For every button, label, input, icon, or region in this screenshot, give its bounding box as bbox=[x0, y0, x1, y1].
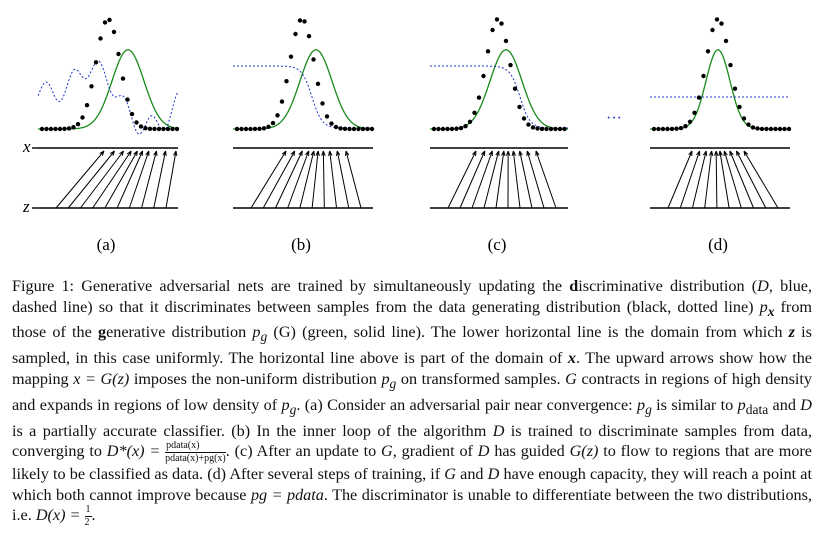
caption-text: , gradient of bbox=[392, 442, 478, 461]
data-distribution-dot bbox=[143, 126, 147, 130]
data-distribution-dot bbox=[134, 120, 138, 124]
data-distribution-dot bbox=[692, 111, 696, 115]
data-distribution-dot bbox=[751, 125, 755, 129]
data-distribution-dot bbox=[329, 121, 333, 125]
data-distribution-dot bbox=[80, 115, 84, 119]
data-distribution-dot bbox=[334, 125, 338, 129]
gan-training-figure bbox=[0, 0, 824, 260]
data-distribution-dot bbox=[513, 87, 517, 91]
math-z: z bbox=[788, 323, 795, 342]
data-distribution-dot bbox=[235, 127, 239, 131]
panel-a bbox=[38, 18, 179, 254]
caption-text: enerative distribution bbox=[106, 323, 253, 342]
mapping-arrow bbox=[56, 151, 104, 208]
caption-text: . The upward arrows show how the mapping bbox=[12, 349, 812, 388]
data-distribution-dot bbox=[316, 82, 320, 86]
data-distribution-dot bbox=[531, 125, 535, 129]
data-distribution-dot bbox=[103, 20, 107, 24]
discriminator-curve bbox=[38, 61, 178, 134]
caption-text: is a partially accurate classifier. (b) In the inner loop of the algorithm bbox=[12, 421, 493, 440]
data-distribution-dot bbox=[472, 111, 476, 115]
mapping-arrow bbox=[300, 151, 315, 208]
data-distribution-dot bbox=[719, 21, 723, 25]
math-p: p bbox=[737, 395, 746, 414]
caption-bold-g: g bbox=[97, 323, 107, 342]
data-distribution-dot bbox=[262, 126, 266, 130]
data-distribution-dot bbox=[365, 127, 369, 131]
math-sub-g: g bbox=[289, 401, 297, 417]
data-distribution-dot bbox=[495, 17, 499, 21]
data-distribution-dot bbox=[44, 127, 48, 131]
data-distribution-dot bbox=[778, 127, 782, 131]
mapping-arrow bbox=[322, 151, 325, 208]
data-distribution-dot bbox=[311, 57, 315, 61]
data-distribution-dot bbox=[148, 127, 152, 131]
data-distribution-dot bbox=[89, 84, 93, 88]
data-distribution-dot bbox=[436, 127, 440, 131]
data-distribution-dot bbox=[769, 127, 773, 131]
mapping-arrow bbox=[668, 151, 692, 208]
math-sub-g: g bbox=[260, 329, 268, 345]
mapping-arrow bbox=[312, 151, 319, 208]
mapping-arrow bbox=[448, 151, 476, 208]
data-distribution-dot bbox=[661, 127, 665, 131]
math-sub-x: x bbox=[767, 303, 775, 319]
mapping-arrow bbox=[336, 151, 348, 208]
data-distribution-dot bbox=[320, 101, 324, 105]
data-distribution-dot bbox=[746, 122, 750, 126]
data-distribution-dot bbox=[244, 127, 248, 131]
math-p: p bbox=[636, 395, 646, 414]
axis-x-label: x bbox=[23, 137, 31, 156]
caption-text: iscriminative distribution ( bbox=[578, 277, 758, 295]
data-distribution-dot bbox=[125, 97, 129, 101]
data-distribution-dot bbox=[275, 113, 279, 117]
data-distribution-dot bbox=[343, 127, 347, 131]
caption-text: has guided bbox=[489, 442, 570, 461]
math-D: D bbox=[492, 421, 505, 440]
data-distribution-dot bbox=[701, 74, 705, 78]
math-mapping: x = G(z) bbox=[73, 369, 130, 388]
mapping-arrow bbox=[93, 151, 132, 208]
data-distribution-dot bbox=[522, 116, 526, 120]
mapping-arrow bbox=[472, 151, 492, 208]
data-distribution-dot bbox=[710, 28, 714, 32]
data-distribution-dot bbox=[665, 127, 669, 131]
data-distribution-dot bbox=[782, 127, 786, 131]
math-dstar: D*(x) = bbox=[106, 442, 161, 461]
data-distribution-dot bbox=[253, 127, 257, 131]
caption-text: imposes the non-uniform distribution bbox=[129, 369, 382, 388]
data-distribution-dot bbox=[152, 127, 156, 131]
data-distribution-dot bbox=[361, 127, 365, 131]
data-distribution-dot bbox=[130, 112, 134, 116]
mapping-arrow bbox=[719, 151, 729, 208]
math-D: D bbox=[757, 277, 769, 295]
half-numerator: 1 bbox=[85, 504, 91, 516]
caption-bold-d: d bbox=[569, 277, 579, 295]
data-distribution-dot bbox=[674, 127, 678, 131]
data-distribution-dot bbox=[760, 127, 764, 131]
math-p: p bbox=[252, 323, 261, 342]
data-distribution-dot bbox=[486, 49, 490, 53]
data-distribution-dot bbox=[307, 34, 311, 38]
math-final: D(x) = bbox=[35, 506, 85, 525]
data-distribution-dot bbox=[715, 17, 719, 21]
generator-distribution bbox=[650, 50, 790, 129]
data-distribution-dot bbox=[432, 127, 436, 131]
data-distribution-dot bbox=[157, 127, 161, 131]
panel-c bbox=[430, 17, 568, 254]
fraction-numerator: pdata(x) bbox=[165, 441, 226, 453]
data-distribution-dot bbox=[293, 32, 297, 36]
data-distribution-dot bbox=[356, 127, 360, 131]
panel-ellipsis: ··· bbox=[606, 110, 622, 127]
half-denominator: 2 bbox=[84, 517, 90, 529]
caption-text: contracts in regions of high density and expands in regions of low density of bbox=[12, 369, 812, 414]
caption-text: have enough capacity, they will reach a point at which both cannot improve because bbox=[12, 465, 812, 504]
math-p: p bbox=[759, 297, 768, 316]
mapping-arrow bbox=[346, 151, 361, 208]
caption-text: and bbox=[456, 465, 488, 484]
data-distribution-dot bbox=[450, 127, 454, 131]
data-distribution-dot bbox=[562, 127, 566, 131]
math-sub-g: g bbox=[645, 401, 652, 417]
data-distribution-dot bbox=[764, 127, 768, 131]
panel-d bbox=[650, 17, 791, 254]
math-half bbox=[85, 505, 92, 528]
data-distribution-dot bbox=[116, 52, 120, 56]
data-distribution-dot bbox=[76, 122, 80, 126]
math-D: D bbox=[477, 442, 490, 461]
data-distribution-dot bbox=[724, 39, 728, 43]
caption-text: is similar to bbox=[651, 395, 738, 414]
data-distribution-dot bbox=[553, 127, 557, 131]
panel-label-c: (c) bbox=[487, 235, 507, 254]
data-distribution-dot bbox=[755, 126, 759, 130]
data-distribution-dot bbox=[508, 63, 512, 67]
mapping-arrow bbox=[506, 151, 509, 208]
caption-text: is trained to discriminate samples from data, converging to bbox=[12, 421, 812, 461]
data-distribution-dot bbox=[266, 125, 270, 129]
data-distribution-dot bbox=[67, 126, 71, 130]
data-distribution-dot bbox=[271, 121, 275, 125]
mapping-arrow bbox=[68, 151, 114, 208]
generator-distribution bbox=[430, 50, 568, 129]
caption-text: on transformed samples. bbox=[396, 369, 566, 388]
caption-text: . The discriminator is unable to differentiate between the two distributions, i.e. bbox=[12, 485, 812, 525]
axis-z-label: z bbox=[23, 197, 30, 216]
mapping-arrow bbox=[460, 151, 485, 208]
data-distribution-dot bbox=[670, 127, 674, 131]
data-distribution-dot bbox=[370, 127, 374, 131]
data-distribution-dot bbox=[517, 105, 521, 109]
panel-label-b: (b) bbox=[291, 235, 311, 254]
data-distribution-dot bbox=[98, 36, 102, 40]
data-distribution-dot bbox=[459, 126, 463, 130]
panel-label-d: (d) bbox=[708, 235, 728, 254]
data-distribution-dot bbox=[441, 127, 445, 131]
caption-label: Figure 1: bbox=[12, 277, 75, 295]
mapping-arrow bbox=[80, 151, 123, 208]
data-distribution-dot bbox=[112, 30, 116, 34]
data-distribution-dot bbox=[49, 127, 53, 131]
data-distribution-dot bbox=[558, 127, 562, 131]
panel-label-a: (a) bbox=[96, 235, 116, 254]
data-distribution-dot bbox=[656, 127, 660, 131]
data-distribution-dot bbox=[490, 28, 494, 32]
data-distribution-dot bbox=[544, 127, 548, 131]
data-distribution-dot bbox=[742, 116, 746, 120]
mapping-arrow bbox=[730, 151, 754, 208]
mapping-arrow bbox=[329, 151, 337, 208]
data-distribution-dot bbox=[347, 127, 351, 131]
data-distribution-dot bbox=[302, 19, 306, 23]
data-distribution-dot bbox=[454, 127, 458, 131]
panel-b bbox=[233, 18, 374, 254]
mapping-arrow bbox=[680, 151, 699, 208]
data-distribution-dot bbox=[468, 120, 472, 124]
figure-panels bbox=[32, 17, 791, 254]
data-distribution-dot bbox=[107, 18, 111, 22]
data-distribution-dot bbox=[481, 74, 485, 78]
caption-text: . bbox=[91, 506, 96, 525]
data-distribution-dot bbox=[85, 103, 89, 107]
math-G: G bbox=[381, 442, 393, 461]
mapping-arrow bbox=[705, 151, 713, 208]
caption-text: . (a) Consider an adversarial pair near convergence: bbox=[296, 395, 637, 414]
mapping-arrow bbox=[512, 151, 520, 208]
data-distribution-dot bbox=[298, 18, 302, 22]
caption-text: from those of the bbox=[12, 297, 813, 342]
figure-caption bbox=[12, 276, 812, 528]
data-distribution-dot bbox=[463, 124, 467, 128]
math-p: p bbox=[281, 395, 290, 414]
mapping-arrow bbox=[724, 151, 741, 208]
data-distribution-dot bbox=[239, 127, 243, 131]
math-fraction bbox=[165, 441, 226, 464]
data-distribution-dot bbox=[121, 76, 125, 80]
mapping-arrow bbox=[527, 151, 544, 208]
caption-text: to flow to regions that are more likely to be classified as data. (d) After several steps of training, if bbox=[12, 442, 812, 484]
data-distribution-dot bbox=[175, 127, 179, 131]
data-distribution-dot bbox=[170, 127, 174, 131]
generator-distribution bbox=[38, 50, 178, 129]
data-distribution-dot bbox=[688, 120, 692, 124]
data-distribution-dot bbox=[284, 79, 288, 83]
data-distribution-dot bbox=[71, 125, 75, 129]
math-D: D bbox=[800, 395, 812, 414]
discriminator-curve bbox=[233, 66, 373, 128]
math-sub-g: g bbox=[389, 376, 397, 392]
math-x: x bbox=[567, 349, 576, 368]
data-distribution-dot bbox=[139, 124, 143, 128]
data-distribution-dot bbox=[352, 127, 356, 131]
caption-text: Generative adversarial nets are trained by simultaneously updating the bbox=[81, 277, 570, 295]
mapping-arrow bbox=[692, 151, 706, 208]
data-distribution-dot bbox=[58, 127, 62, 131]
data-distribution-dot bbox=[549, 127, 553, 131]
data-distribution-dot bbox=[257, 127, 261, 131]
caption-text: is sampled, in this case uniformly. The horizontal line above is part of the domain of bbox=[12, 323, 812, 368]
data-distribution-dot bbox=[526, 122, 530, 126]
data-distribution-dot bbox=[40, 127, 44, 131]
data-distribution-dot bbox=[540, 127, 544, 131]
data-distribution-dot bbox=[166, 127, 170, 131]
data-distribution-dot bbox=[504, 39, 508, 43]
data-distribution-dot bbox=[535, 126, 539, 130]
data-distribution-dot bbox=[737, 105, 741, 109]
data-distribution-dot bbox=[499, 21, 503, 25]
data-distribution-dot bbox=[679, 126, 683, 130]
data-distribution-dot bbox=[728, 63, 732, 67]
data-distribution-dot bbox=[773, 127, 777, 131]
data-distribution-dot bbox=[706, 49, 710, 53]
mapping-arrow bbox=[154, 151, 166, 208]
data-distribution-dot bbox=[289, 55, 293, 59]
caption-text: . (c) After an update to bbox=[225, 442, 382, 461]
mapping-arrow bbox=[166, 151, 177, 208]
caption-text: (G) (green, solid line). The lower horizontal line is the domain from which bbox=[267, 323, 789, 342]
data-distribution-dot bbox=[94, 60, 98, 64]
data-distribution-dot bbox=[280, 99, 284, 103]
discriminator-curve bbox=[430, 66, 568, 128]
data-distribution-dot bbox=[683, 124, 687, 128]
math-p: p bbox=[381, 369, 390, 388]
caption-text: and bbox=[768, 395, 801, 414]
math-G: G bbox=[444, 465, 456, 484]
mapping-arrow bbox=[714, 151, 717, 208]
data-distribution-dot bbox=[697, 95, 701, 99]
data-distribution-dot bbox=[325, 114, 329, 118]
data-distribution-dot bbox=[53, 127, 57, 131]
data-distribution-dot bbox=[338, 126, 342, 130]
fraction-denominator: pdata(x)+pg(x) bbox=[165, 453, 226, 465]
math-Gz: G(z) bbox=[569, 442, 599, 461]
data-distribution-dot bbox=[477, 95, 481, 99]
generator-distribution bbox=[233, 50, 373, 129]
mapping-arrow bbox=[142, 151, 157, 208]
data-distribution-dot bbox=[62, 127, 66, 131]
data-distribution-dot bbox=[161, 127, 165, 131]
math-G: G bbox=[565, 369, 577, 388]
mapping-arrow bbox=[496, 151, 505, 208]
data-distribution-dot bbox=[652, 127, 656, 131]
math-D: D bbox=[487, 465, 500, 484]
data-distribution-dot bbox=[445, 127, 449, 131]
data-distribution-dot bbox=[787, 127, 791, 131]
data-distribution-dot bbox=[733, 87, 737, 91]
math-equality: pg = pdata bbox=[250, 485, 324, 504]
caption-text: , blue, dashed line) so that it discriminates between samples from the data generating distribution (black, dotted line) bbox=[12, 277, 813, 316]
data-distribution-dot bbox=[248, 127, 252, 131]
mapping-arrow bbox=[536, 151, 556, 208]
math-sub-data: data bbox=[745, 401, 769, 417]
